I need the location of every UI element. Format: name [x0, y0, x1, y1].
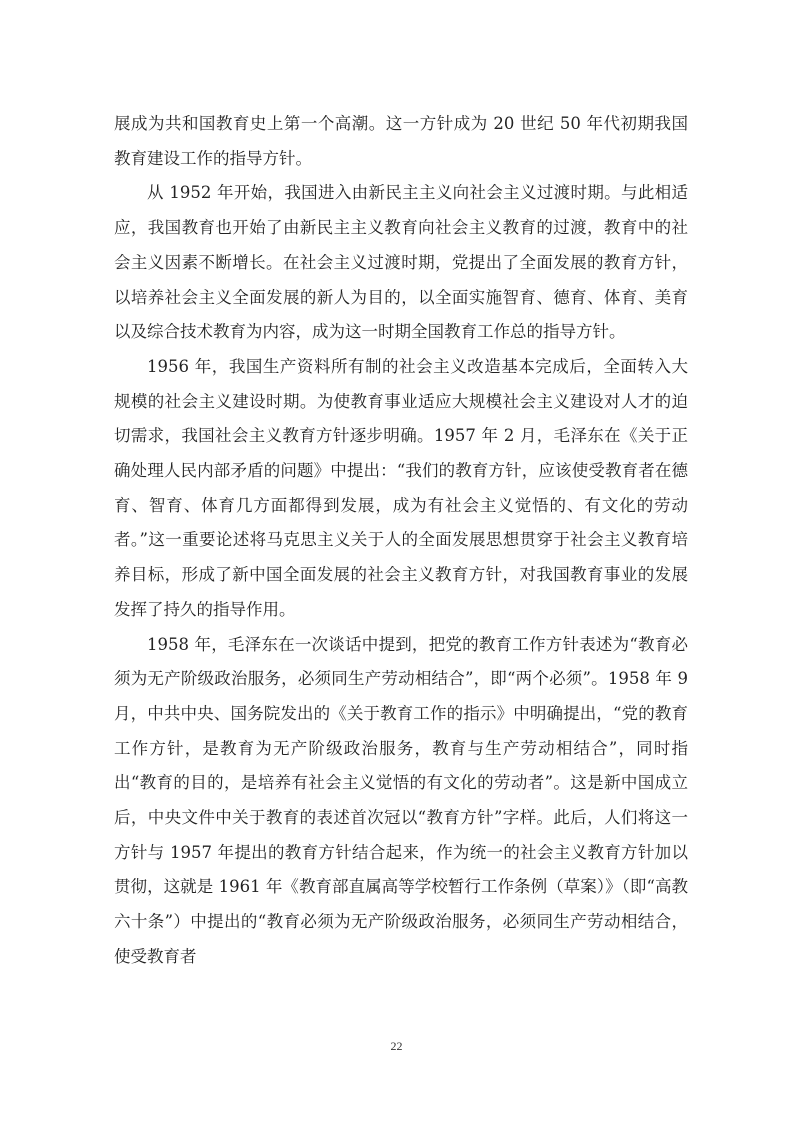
paragraph-continued: 展成为共和国教育史上第一个高潮。这一方针成为 20 世纪 50 年代初期我国教育建设工作的指导方针。 — [114, 114, 688, 168]
paragraph-transition-period: 从 1952 年开始，我国进入由新民主主义向社会主义过渡时期。与此相适应，我国教育也开始了由新民主主义教育向社会主义教育的过渡，教育中的社会主义因素不断增长。在社会主义过渡时期，党提出了全面发展的教育方针，以培养社会主义全面发展的新人为目的，以全面实施智育、德育、体育、美育以及综合技术教育为内容，成为这一时期全国教育工作总的指导方针。 — [114, 183, 688, 342]
body-text — [114, 107, 688, 975]
paragraph-1958-policy: 1958 年，毛泽东在一次谈话中提到，把党的教育工作方针表述为“教育必须为无产阶级政治服务，必须同生产劳动相结合”，即“两个必须”。1958 年 9 月，中共中央、国务院发出的《关于教育工作的指示》中明确提出，“党的教育工作方针，是教育为无产阶级政治服务，教育与生产劳动相结合”，同时指出“教育的目的，是培养有社会主义觉悟的有文化的劳动者”。这是新中国成立后，中央文件中关于教育的表述首次冠以“教育方针”字样。此后，人们将这一方针与 1957 年提出的教育方针结合起来，作为统一的社会主义教育方针加以贯彻，这就是 1961 年《教育部直属高等学校暂行工作条例（草案）》（即“高教六十条”）中提出的“教育必须为无产阶级政治服务，必须同生产劳动相结合，使受教育者 — [114, 634, 688, 966]
page-number: 22 — [390, 1039, 403, 1053]
paragraph-1956-construction: 1956 年，我国生产资料所有制的社会主义改造基本完成后，全面转入大规模的社会主义建设时期。为使教育事业适应大规模社会主义建设对人才的迫切需求，我国社会主义教育方针逐步明确。1957 年 2 月，毛泽东在《关于正确处理人民内部矛盾的问题》中提出：“我们的教育方针，应该使受教育者在德育、智育、体育几方面都得到发展，成为有社会主义觉悟的、有文化的劳动者。”这一重要论述将马克思主义关于人的全面发展思想贯穿于社会主义教育培养目标，形成了新中国全面发展的社会主义教育方针，对我国教育事业的发展发挥了持久的指导作用。 — [114, 356, 688, 619]
